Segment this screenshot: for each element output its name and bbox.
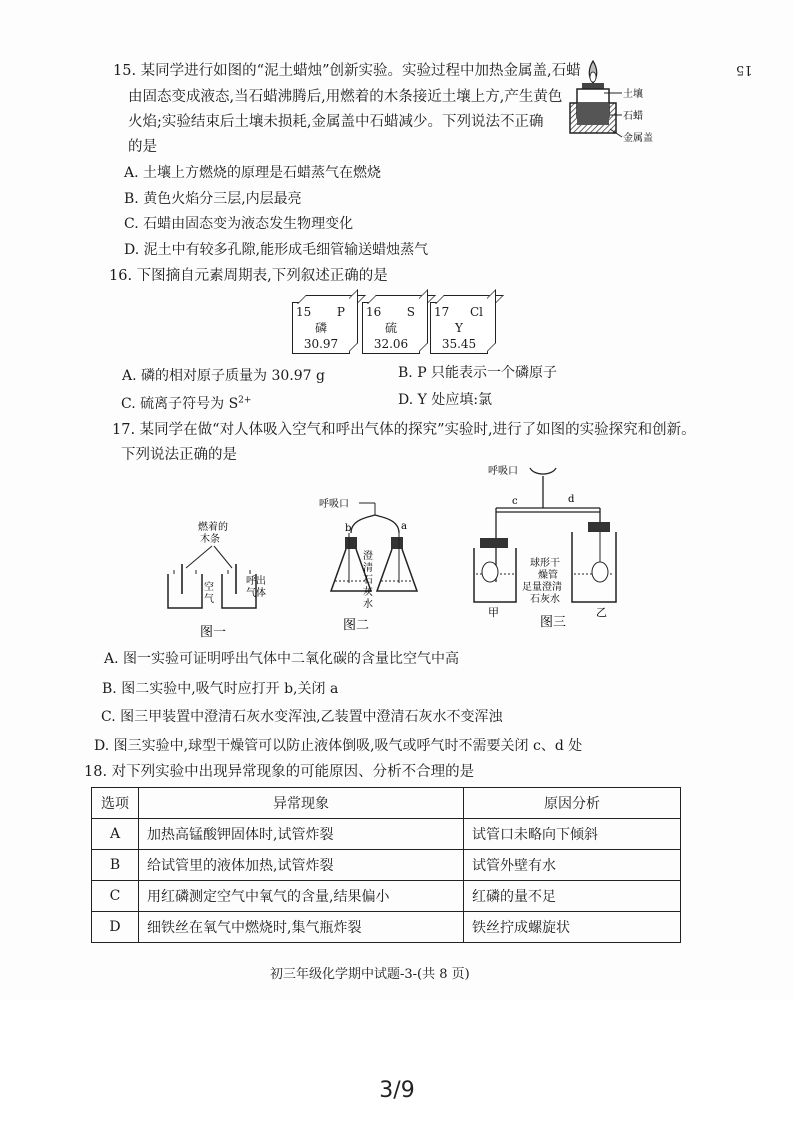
row-phenomenon: 给试管里的液体加热,试管炸裂 <box>139 850 464 881</box>
svg-text:气体: 气体 <box>246 588 266 599</box>
figure-1 <box>160 520 280 645</box>
element-card-cl <box>430 302 488 354</box>
svg-text:呼吸口: 呼吸口 <box>488 466 518 477</box>
svg-text:石: 石 <box>363 575 373 586</box>
svg-text:石灰水: 石灰水 <box>530 594 560 605</box>
q17-option-c: C. 图三甲装置中澄清石灰水变浑浊,乙装置中澄清石灰水不变浑浊 <box>101 709 503 725</box>
table-row <box>92 819 681 850</box>
element-symbol: P <box>336 305 345 319</box>
row-reason: 试管外壁有水 <box>464 850 681 881</box>
q15-option-c: C. 石蜡由固态变为液态发生物理变化 <box>124 216 354 232</box>
q17-stem-line2: 下列说法正确的是 <box>121 447 237 463</box>
element-name: Y <box>455 321 463 335</box>
q18-stem: 18. 对下列实验中出现异常现象的可能原因、分析不合理的是 <box>84 764 475 780</box>
row-option: B <box>92 850 139 881</box>
svg-text:空: 空 <box>204 582 214 593</box>
q17-option-b: B. 图二实验中,吸气时应打开 b,关闭 a <box>102 681 339 697</box>
corner-mark: 15 <box>736 62 753 77</box>
svg-text:呼吸口: 呼吸口 <box>319 499 349 510</box>
element-number: 15 <box>296 305 312 319</box>
row-option: A <box>92 819 139 850</box>
svg-text:足量澄清: 足量澄清 <box>522 582 562 593</box>
svg-text:a: a <box>401 521 407 532</box>
element-card-s <box>362 302 420 354</box>
figure-3-caption: 图三 <box>540 615 567 630</box>
row-option: D <box>92 912 139 943</box>
lid-label: 金属盖 <box>623 133 653 144</box>
q17-stem-line1: 17. 某同学在做“对人体吸入空气和呼出气体的探究”实验时,进行了如图的实验探究和创新。 <box>112 422 696 438</box>
element-number: 16 <box>366 305 382 319</box>
row-reason: 铁丝拧成螺旋状 <box>464 912 681 943</box>
header-reason: 原因分析 <box>464 788 681 819</box>
element-symbol: Cl <box>469 305 483 319</box>
table-row <box>92 850 681 881</box>
element-card-p <box>292 302 350 354</box>
q15-option-a: A. 土壤上方燃烧的原理是石蜡蒸气在燃烧 <box>124 165 382 181</box>
header-phenomenon: 异常现象 <box>139 788 464 819</box>
svg-text:燥管: 燥管 <box>538 570 558 581</box>
element-mass: 35.45 <box>441 337 477 351</box>
svg-text:c: c <box>512 496 518 507</box>
svg-text:乙: 乙 <box>596 606 607 619</box>
header-option: 选项 <box>92 788 139 819</box>
svg-text:b: b <box>345 523 352 534</box>
table-header-row <box>92 788 681 819</box>
q16-option-a: A. 磷的相对原子质量为 30.97 g <box>122 368 325 384</box>
element-number: 17 <box>434 305 450 319</box>
element-name: 磷 <box>314 321 327 335</box>
figure-1-caption: 图一 <box>200 625 227 640</box>
row-reason: 试管口未略向下倾斜 <box>464 819 681 850</box>
svg-text:d: d <box>568 494 575 505</box>
table-row <box>92 881 681 912</box>
svg-text:清: 清 <box>363 563 373 574</box>
svg-text:澄: 澄 <box>363 551 373 562</box>
svg-text:甲: 甲 <box>488 606 499 619</box>
q16-stem: 16. 下图摘自元素周期表,下列叙述正确的是 <box>109 268 388 284</box>
row-phenomenon: 用红磷测定空气中氧气的含量,结果偏小 <box>139 881 464 912</box>
q16-option-b: B. P 只能表示一个磷原子 <box>398 365 558 381</box>
anomaly-table <box>91 787 681 943</box>
q15-line1: 15. 某同学进行如图的“泥土蜡烛”创新实验。实验过程中加热金属盖,石蜡 <box>113 63 581 79</box>
svg-text:气: 气 <box>204 594 214 605</box>
element-name: 硫 <box>384 321 397 335</box>
figure-2-caption: 图二 <box>343 618 370 633</box>
q17-option-d: D. 图三实验中,球型干燥管可以防止液体倒吸,吸气或呼气时不需要关闭 c、d 处 <box>94 738 583 754</box>
q15-line3: 火焰;实验结束后土壤未损耗,金属盖中石蜡减少。下列说法不正确 <box>128 114 544 130</box>
wax-label: 石蜡 <box>623 111 643 122</box>
q15-option-d: D. 泥土中有较多孔隙,能形成毛细管输送蜡烛蒸气 <box>124 242 429 258</box>
svg-text:呼出: 呼出 <box>246 576 266 587</box>
clay-candle-figure <box>560 55 670 150</box>
figure-3 <box>460 462 640 632</box>
q15-line4: 的是 <box>128 139 157 155</box>
page-number: 3/9 <box>379 1078 415 1103</box>
q17-option-a: A. 图一实验可证明呼出气体中二氧化碳的含量比空气中高 <box>104 651 460 667</box>
svg-text:燃着的: 燃着的 <box>198 522 228 533</box>
element-mass: 32.06 <box>373 337 409 351</box>
row-phenomenon: 细铁丝在氧气中燃烧时,集气瓶炸裂 <box>139 912 464 943</box>
row-option: C <box>92 881 139 912</box>
svg-text:木条: 木条 <box>200 534 220 545</box>
soil-label: 土壤 <box>623 89 643 100</box>
svg-text:球形干: 球形干 <box>530 558 560 569</box>
element-mass: 30.97 <box>303 337 339 351</box>
svg-text:水: 水 <box>363 599 373 610</box>
row-phenomenon: 加热高锰酸钾固体时,试管炸裂 <box>139 819 464 850</box>
q15-option-b: B. 黄色火焰分三层,内层最亮 <box>124 191 302 207</box>
element-symbol: S <box>406 305 415 319</box>
soil-top <box>582 83 604 89</box>
svg-text:灰: 灰 <box>363 587 373 598</box>
q16-option-d: D. Y 处应填:氯 <box>398 392 493 408</box>
figure-2 <box>315 493 425 638</box>
row-reason: 红磷的量不足 <box>464 881 681 912</box>
page-footer: 初三年级化学期中试题-3-(共 8 页) <box>270 967 470 982</box>
table-row <box>92 912 681 943</box>
q16-option-c: C. 硫离子符号为 $S^{2+}$ <box>121 395 252 412</box>
q15-line2: 由固态变成液态,当石蜡沸腾后,用燃着的木条接近土壤上方,产生黄色 <box>128 89 563 105</box>
